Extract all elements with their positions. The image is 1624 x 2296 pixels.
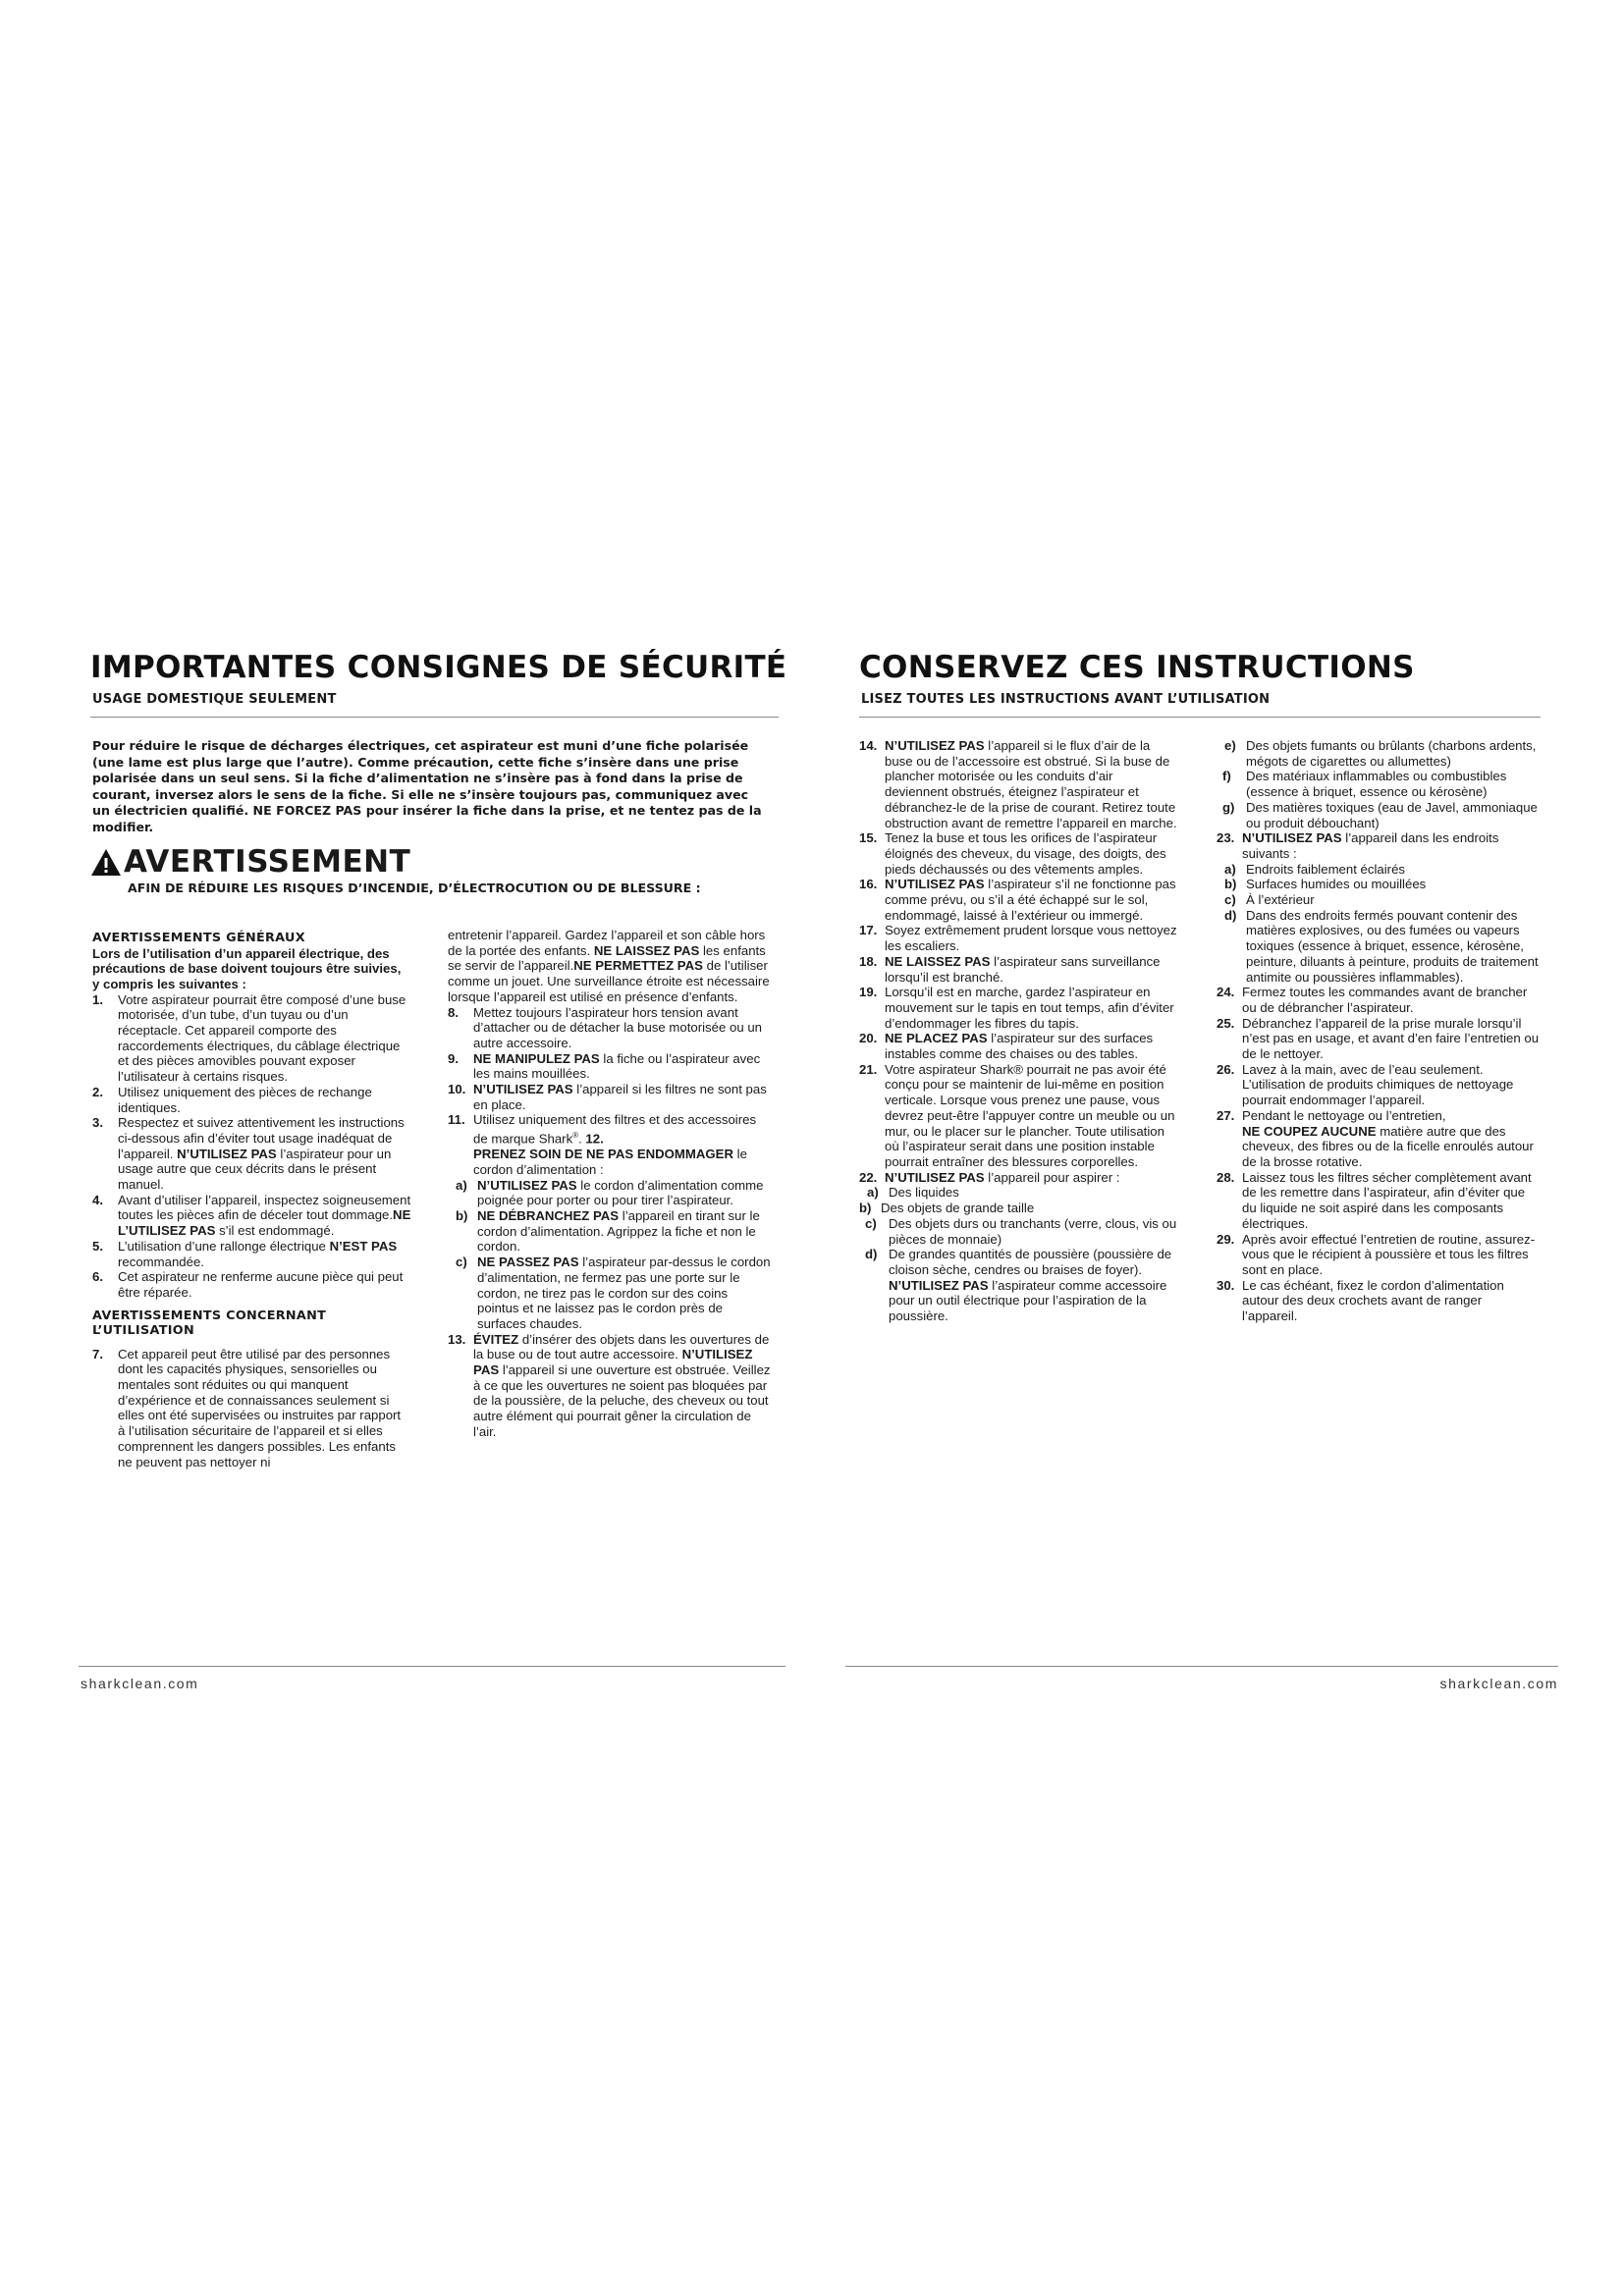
right-page (812, 0, 1624, 2296)
footer-divider (79, 1666, 785, 1667)
list-item: 29. Après avoir effectué l’entretien de routine, assurez-vous que le récipient à poussière et tous les filtres sont en place. (1217, 1231, 1536, 1277)
list-item: 30. Le cas échéant, fixez le cordon d’alimentation autour des deux crochets avant de ranger l’appareil. (1217, 1277, 1504, 1324)
list-item: 17. Soyez extrêmement prudent lorsque vous nettoyez les escaliers. (859, 923, 1177, 954)
list-item: 11. Utilisez uniquement des filtres et des accessoires de marque Shark®. 12. PRENEZ SOIN DE NE PAS ENDOMMAGER le cordon d’alimentation : (448, 1112, 757, 1177)
list-item: 16. N’UTILISEZ PAS l’aspirateur s’il ne fonctionne pas comme prévu, ou s’il a été échappé sur le sol, endommagé, laissé à l’extérieur ou immergé. (859, 877, 1176, 923)
page-title: IMPORTANTES CONSIGNES DE SÉCURITÉ (90, 650, 787, 685)
list-item: 7. Cet appareil peut être utilisé par des personnes dont les capacités physiques, sensorielles ou mentales sont réduites ou qui manquent d’expérience et de connaissances seulement si elles ont été supervisées ou instruites par rapport à l’utilisation sécuritaire de l’appareil et si elles comprennent les dangers possibles. Les enfants ne peuvent pas nettoyer ni (92, 1346, 402, 1469)
sub-item: c) Des objets durs ou tranchants (verre, clous, vis ou pièces de monnaie) (865, 1215, 1177, 1247)
sub-item: c) NE PASSEZ PAS l’aspirateur par-dessus le cordon d’alimentation, ne fermez pas une porte sur le cordon, ne tirez pas le cordon sur des coins pointus et ne laissez pas le cordon près de surfaces chaudes. (456, 1255, 771, 1331)
list-item: 25. Débranchez l’appareil de la prise murale lorsqu’il n’est pas en usage, et avant d’en faire l’entretien ou de le nettoyer. (1217, 1015, 1540, 1062)
list-item: 19. Lorsqu’il est en marche, gardez l’aspirateur en mouvement sur le tapis en tout temps, afin d’éviter d’endommager les fibres du tapis. (859, 985, 1174, 1031)
list-item: 23. N’UTILISEZ PAS l’appareil dans les endroits suivants : (1217, 830, 1499, 861)
list-item: 1. Votre aspirateur pourrait être composé d’une buse motorisée, d’un tube, d’un tuyau ou d’un réceptacle. Cet appareil comporte des raccordements électriques, du câblage électrique et des pièces amovibles pouvant exposer l’utilisateur à certains risques. (92, 991, 406, 1085)
sub-item: f) Des matériaux inflammables ou combustibles (essence à briquet, essence ou kérosène) (1222, 769, 1507, 800)
sub-item: b) NE DÉBRANCHEZ PAS l’appareil en tirant sur le cordon d’alimentation. Agrippez la fiche et non le cordon. (456, 1208, 760, 1255)
intro-paragraph: Pour réduire le risque de décharges électriques, cet aspirateur est muni d’une fiche polarisée (une lame est plus large que l’autre). Comme précaution, cette fiche s’insère dans une prise polarisée dans un seul sens. Si la fiche d’alimentation ne s’insère pas à fond dans la prise de courant, inversez alors le sens de la fiche. Si elle ne s’insère toujours pas, communiquez avec un électricien qualifié. NE FORCEZ PAS pour insérer la fiche dans la prise, et ne tentez pas de la modifier. (92, 738, 762, 834)
section-heading-usage: AVERTISSEMENTS CONCERNANT L’UTILISATION (92, 1308, 327, 1339)
list-item: 5. L’utilisation d’une rallonge électrique N’EST PAS recommandée. (92, 1238, 398, 1269)
list-item: 9. NE MANIPULEZ PAS la fiche ou l’aspirateur avec les mains mouillées. (448, 1050, 761, 1082)
list-item: 24. Fermez toutes les commandes avant de brancher ou de débrancher l’aspirateur. (1217, 985, 1528, 1015)
list-item: 8. Mettez toujours l’aspirateur hors tension avant d’attacher ou de détacher la buse motorisée ou un autre accessoire. (448, 1004, 762, 1050)
sub-item: c) À l’extérieur (1224, 892, 1315, 908)
warning-heading (90, 844, 410, 880)
header-divider (90, 717, 779, 718)
list-item: 18. NE LAISSEZ PAS l’aspirateur sans surveillance lorsqu’il est branché. (859, 953, 1161, 985)
list-item: 22. N’UTILISEZ PAS l’appareil pour aspirer : (859, 1169, 1120, 1185)
footer-url: sharkclean.com (81, 1676, 199, 1691)
warning-triangle-icon (90, 848, 122, 877)
right-column-1 (859, 738, 1178, 1324)
sub-item: a) Endroits faiblement éclairés (1224, 861, 1405, 877)
page-subtitle: USAGE DOMESTIQUE SEULEMENT (92, 692, 337, 707)
page-title: CONSERVEZ CES INSTRUCTIONS (859, 650, 1415, 685)
list-item-continuation: entretenir l’appareil. Gardez l’appareil et son câble hors de la portée des enfants. NE LAISSEZ PAS les enfants se servir de l’appareil.NE PERMETTEZ PAS de l’utiliser comme un jouet. Une surveillance étroite est nécessaire lorsque l’appareil est utilisé en présence d’enfants. (448, 928, 770, 1004)
footer-url: sharkclean.com (1439, 1676, 1558, 1691)
warning-subtitle: AFIN DE RÉDUIRE LES RISQUES D’INCENDIE, D’ÉLECTROCUTION OU DE BLESSURE : (128, 881, 701, 895)
list-item: 26. Lavez à la main, avec de l’eau seulement. L’utilisation de produits chimiques de nettoyage pourrait endommager l’appareil. (1217, 1061, 1514, 1108)
footer-divider (845, 1666, 1558, 1667)
sub-item: d) Dans des endroits fermés pouvant contenir des matières explosives, ou des fumées ou vapeurs toxiques (essence à briquet, essence, kérosène, peinture, diluants à peinture, produits de traitement antimite ou poussières inflammables). (1224, 907, 1539, 985)
sub-item: d) De grandes quantités de poussière (poussière de cloison sèche, cendres ou braises de foyer). N’UTILISEZ PAS l’aspirateur comme accessoire pour un outil électrique pour l’aspiration de la poussière. (865, 1247, 1172, 1324)
sub-item: g) Des matières toxiques (eau de Javel, ammoniaque ou produit débouchant) (1222, 799, 1538, 830)
right-column-2 (1217, 738, 1541, 1324)
list-item: 20. NE PLACEZ PAS l’aspirateur sur des surfaces instables comme des chaises ou des tables. (859, 1031, 1154, 1062)
list-item: 21. Votre aspirateur Shark® pourrait ne pas avoir été conçu pour se maintenir de lui-même en position verticale. Lorsque vous prenez une pause, vous devrez peut-être l’appuyer contre un meuble ou un mur, ou le placer sur le plancher. Toute utilisation où l’aspirateur serait dans une position instable pourrait entraîner des blessures corporelles. (859, 1061, 1175, 1169)
left-column-2 (448, 928, 772, 1440)
sub-item: b) Surfaces humides ou mouillées (1224, 877, 1427, 892)
page-subtitle: LISEZ TOUTES LES INSTRUCTIONS AVANT L’UTILISATION (861, 692, 1271, 707)
list-item: 28. Laissez tous les filtres sécher complètement avant de les remettre dans l’aspirateur, afin d’éviter que du liquide ne soit aspiré dans les composants électriques. (1217, 1169, 1532, 1231)
list-item: 10. N’UTILISEZ PAS l’appareil si les filtres ne sont pas en place. (448, 1082, 767, 1112)
list-item: 27. Pendant le nettoyage ou l’entretien, NE COUPEZ AUCUNE matière autre que des cheveux, des fibres ou de la ficelle enroulés autour de la brosse rotative. (1217, 1107, 1534, 1169)
sub-item: b) Des objets de grande taille (859, 1201, 1035, 1216)
left-column-1 (92, 931, 411, 1469)
list-item: 4. Avant d’utiliser l’appareil, inspectez soigneusement toutes les pièces afin de déceler tout dommage.NE L’UTILISEZ PAS s’il est endommagé. (92, 1192, 411, 1239)
header-divider (859, 717, 1541, 718)
list-item: 3. Respectez et suivez attentivement les instructions ci-dessous afin d’éviter tout usage inadéquat de l’appareil. N’UTILISEZ PAS l’aspirateur pour un usage autre que ceux décrits dans le présent manuel. (92, 1115, 405, 1193)
list-item: 15. Tenez la buse et tous les orifices de l’aspirateur éloignés des cheveux, du visage, des doigts, des pieds déchaussés ou des vêtements amples. (859, 830, 1166, 877)
list-item: 6. Cet aspirateur ne renferme aucune pièce qui peut être réparée. (92, 1269, 404, 1300)
list-item: 2. Utilisez uniquement des pièces de rechange identiques. (92, 1084, 372, 1115)
sub-item: a) Des liquides (867, 1185, 959, 1201)
warning-title: AVERTISSEMENT (124, 844, 411, 880)
section-heading-general: AVERTISSEMENTS GÉNÉRAUX (92, 931, 305, 945)
list-item: 14. N’UTILISEZ PAS l’appareil si le flux d’air de la buse ou de l’accessoire est obstrué. Si la buse de plancher motorisée ou les conduits d’air deviennent obstrués, éteignez l’aspirateur et débranchez-le de la prise de courant. Retirez toute obstruction avant de remettre l’appareil en marche. (859, 738, 1177, 830)
general-lead: Lors de l’utilisation d’un appareil électrique, des précautions de base doivent toujours être suivies, y compris les suivantes : (92, 945, 402, 991)
sub-item: e) Des objets fumants ou brûlants (charbons ardents, mégots de cigarettes ou allumettes) (1224, 738, 1537, 769)
list-item: 13. ÉVITEZ d’insérer des objets dans les ouvertures de la buse ou de tout autre accessoire. N’UTILISEZ PAS l’appareil si une ouverture est obstruée. Veillez à ce que les ouvertures ne soient pas bloquées par de la poussière, de la peluche, des cheveux ou tout autre élément qui pourrait gêner la circulation de l’air. (448, 1331, 771, 1439)
sub-item: a) N’UTILISEZ PAS le cordon d’alimentation comme poignée pour porter ou pour tirer l’aspirateur. (456, 1177, 764, 1208)
